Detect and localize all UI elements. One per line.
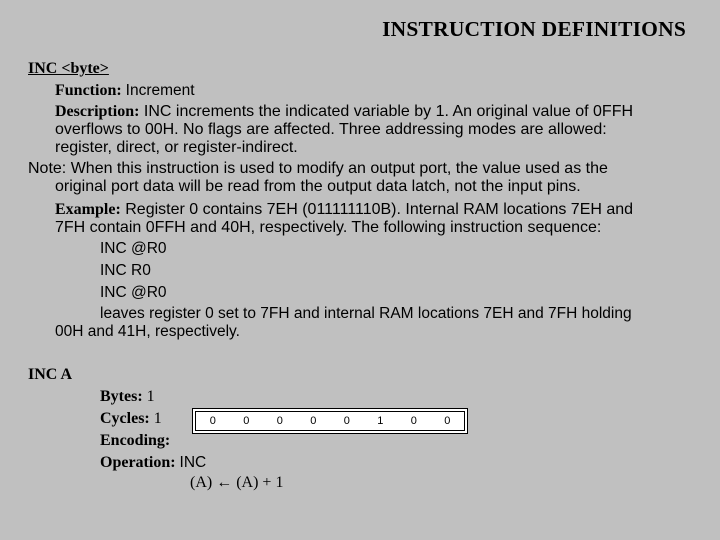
encoding-box (192, 408, 468, 434)
description-label: Description: (55, 103, 140, 120)
page-title: INSTRUCTION DEFINITIONS (382, 17, 686, 41)
encoding-bits (195, 411, 465, 431)
encoding-label: Encoding: (100, 432, 171, 449)
description-line-3: register, direct, or register-indirect. (55, 139, 298, 156)
note-block (28, 160, 668, 196)
function-label: Function: (55, 82, 122, 99)
encoding-bit: 0 (444, 415, 451, 427)
operation-formula: (A) ← (A) + 1 (190, 474, 284, 491)
inc-a-heading: INC A (28, 366, 73, 383)
code-line-2: INC R0 (100, 262, 151, 279)
example-line-1: Register 0 contains 7EH (011111110B). Internal RAM locations 7EH and (125, 201, 634, 218)
encoding-bit: 0 (209, 415, 216, 427)
bytes-line (100, 388, 155, 406)
description-line-1: INC increments the indicated variable by 1. An original value of 0FFH (143, 103, 634, 120)
function-value: Increment (125, 82, 195, 99)
bytes-label: Bytes: (100, 388, 143, 405)
operation-value: INC (179, 454, 207, 471)
note-line-1: Note: When this instruction is used to modify an output port, the value used as the (28, 160, 608, 177)
inc-byte-heading: INC <byte> (28, 60, 109, 77)
note-line-2: original port data will be read from the output data latch, not the input pins. (55, 178, 581, 195)
code-line-3: INC @R0 (100, 284, 167, 301)
operation-label: Operation: (100, 454, 176, 471)
function-line (55, 82, 195, 100)
cycles-value: 1 (153, 410, 162, 427)
encoding-bit: 0 (343, 415, 350, 427)
bytes-value: 1 (146, 388, 155, 405)
operation-line (100, 454, 206, 472)
cycles-label: Cycles: (100, 410, 150, 427)
result-line-2: 00H and 41H, respectively. (55, 323, 240, 340)
example-block (55, 201, 685, 237)
cycles-line (100, 410, 162, 428)
encoding-bit: 1 (377, 415, 384, 427)
description-line-2: overflows to 00H. No flags are affected. Three addressing modes are allowed: (55, 121, 607, 138)
example-line-2: 7FH contain 0FFH and 40H, respectively. The following instruction sequence: (55, 219, 602, 236)
encoding-bit: 0 (276, 415, 283, 427)
encoding-bit: 0 (310, 415, 317, 427)
example-label: Example: (55, 201, 121, 218)
result-line-1: leaves register 0 set to 7FH and internal RAM locations 7EH and 7FH holding (100, 305, 632, 322)
encoding-bit: 0 (243, 415, 250, 427)
description-block (55, 103, 685, 157)
encoding-bit: 0 (410, 415, 417, 427)
code-line-1: INC @R0 (100, 240, 167, 257)
